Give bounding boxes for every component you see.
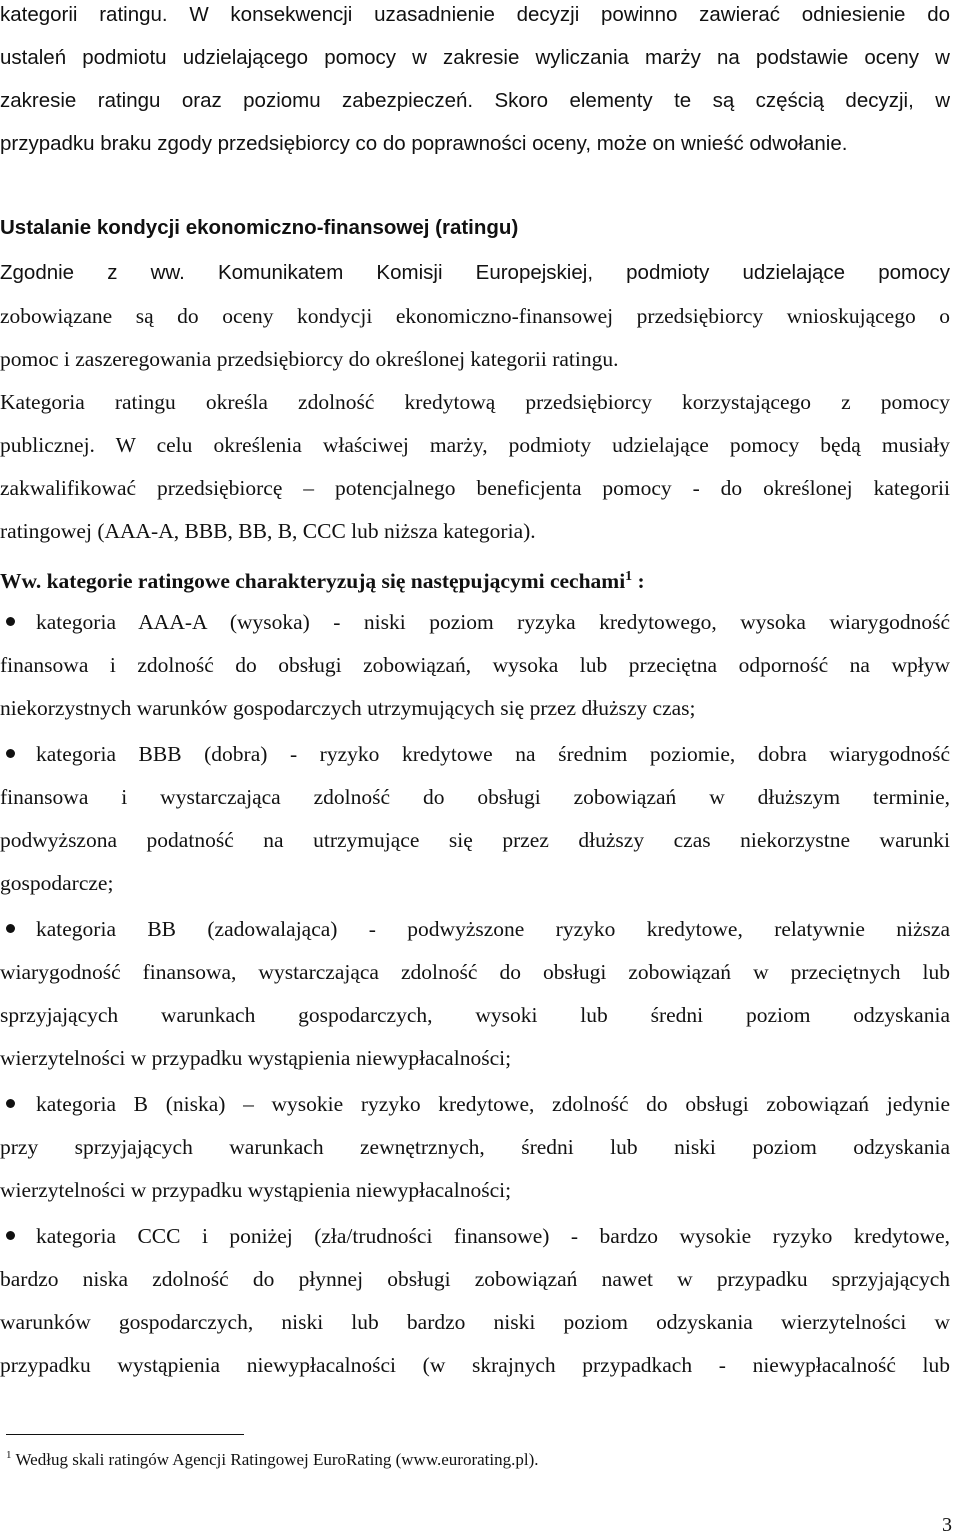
- text-line: pomoc i zaszeregowania przedsiębiorcy do określonej kategorii ratingu.: [0, 347, 619, 371]
- categories-heading-text: Ww. kategorie ratingowe charakteryzują się następującymi cechami: [0, 569, 626, 593]
- text-line: wierzytelności w przypadku wystąpienia niewypłacalności;: [0, 1046, 512, 1070]
- text-line: kategoria BBB (dobra) - ryzyko kredytowe na średnim poziomie, dobra wiarygodność: [36, 742, 950, 766]
- text-line: Zgodnie z ww. Komunikatem Komisji Europejskiej, podmioty udzielające pomocy: [0, 261, 950, 284]
- footnote-mark: 1: [6, 1449, 12, 1461]
- text-line: kategoria CCC i poniżej (zła/trudności finansowe) - bardzo wysokie ryzyko kredytowe,: [36, 1224, 950, 1248]
- footnote-divider: [6, 1434, 244, 1435]
- text-line: sprzyjających warunkach gospodarczych, wysoki lub średni poziom odzyskania: [0, 1003, 950, 1027]
- text-line: kategoria BB (zadowalająca) - podwyższone ryzyko kredytowe, relatywnie niższa: [36, 917, 950, 941]
- text-line: bardzo niska zdolność do płynnej obsługi zobowiązań nawet w przypadku sprzyjających: [0, 1267, 950, 1291]
- text-line: zakwalifikować przedsiębiorcę – potencjalnego beneficjenta pomocy - do określonej kategorii: [0, 476, 950, 500]
- text-line: gospodarcze;: [0, 871, 114, 895]
- text-line: wiarygodność finansowa, wystarczająca zdolność do obsługi zobowiązań w przeciętnych lub: [0, 960, 950, 984]
- text-line: niekorzystnych warunków gospodarczych utrzymujących się przez dłuższy czas;: [0, 696, 696, 720]
- bullet-icon: [6, 617, 15, 626]
- text-line: kategoria B (niska) – wysokie ryzyko kredytowe, zdolność do obsługi zobowiązań jedynie: [36, 1092, 950, 1116]
- footnote: [6, 1444, 539, 1471]
- text-line: kategoria AAA-A (wysoka) - niski poziom ryzyka kredytowego, wysoka wiarygodność: [36, 610, 950, 634]
- text-line: Kategoria ratingu określa zdolność kredytową przedsiębiorcy korzystającego z pomocy: [0, 390, 950, 414]
- footnote-reference: 1: [625, 569, 633, 584]
- footnote-text: Według skali ratingów Agencji Ratingowej EuroRating (www.eurorating.pl).: [15, 1450, 539, 1469]
- text-line: zakresie ratingu oraz poziomu zabezpieczeń. Skoro elementy te są częścią decyzji, w: [0, 89, 950, 112]
- bullet-icon: [6, 1231, 15, 1240]
- text-line: kategorii ratingu. W konsekwencji uzasadnienie decyzji powinno zawierać odniesienie do: [0, 3, 950, 26]
- text-line: zobowiązane są do oceny kondycji ekonomiczno-finansowej przedsiębiorcy wnioskującego o: [0, 304, 950, 328]
- text-line: ustaleń podmiotu udzielającego pomocy w zakresie wyliczania marży na podstawie oceny w: [0, 46, 950, 69]
- text-line: publicznej. W celu określenia właściwej marży, podmioty udzielające pomocy będą musiały: [0, 433, 950, 457]
- text-line: finansowa i zdolność do obsługi zobowiązań, wysoka lub przeciętna odporność na wpływ: [0, 653, 950, 677]
- text-line: przy sprzyjających warunkach zewnętrznych, średni lub niski poziom odzyskania: [0, 1135, 950, 1159]
- text-line: przypadku braku zgody przedsiębiorcy co do poprawności oceny, może on wnieść odwołanie.: [0, 132, 848, 155]
- bullet-icon: [6, 1099, 15, 1108]
- text-line: wierzytelności w przypadku wystąpienia niewypłacalności;: [0, 1178, 512, 1202]
- text-line: podwyższona podatność na utrzymujące się przez dłuższy czas niekorzystne warunki: [0, 828, 950, 852]
- bullet-icon: [6, 924, 15, 933]
- text-line: przypadku wystąpienia niewypłacalności (w skrajnych przypadkach - niewypłacalność lub: [0, 1353, 950, 1377]
- text-line: warunków gospodarczych, niski lub bardzo niski poziom odzyskania wierzytelności w: [0, 1310, 950, 1334]
- page-number: 3: [942, 1514, 952, 1536]
- text-line: ratingowej (AAA-A, BBB, BB, B, CCC lub niższa kategoria).: [0, 519, 536, 543]
- categories-heading-suffix: :: [632, 569, 645, 593]
- categories-heading: [0, 564, 950, 593]
- bullet-icon: [6, 749, 15, 758]
- text-line: finansowa i wystarczająca zdolność do obsługi zobowiązań w dłuższym terminie,: [0, 785, 950, 809]
- section-heading: Ustalanie kondycji ekonomiczno-finansowej (ratingu): [0, 216, 519, 239]
